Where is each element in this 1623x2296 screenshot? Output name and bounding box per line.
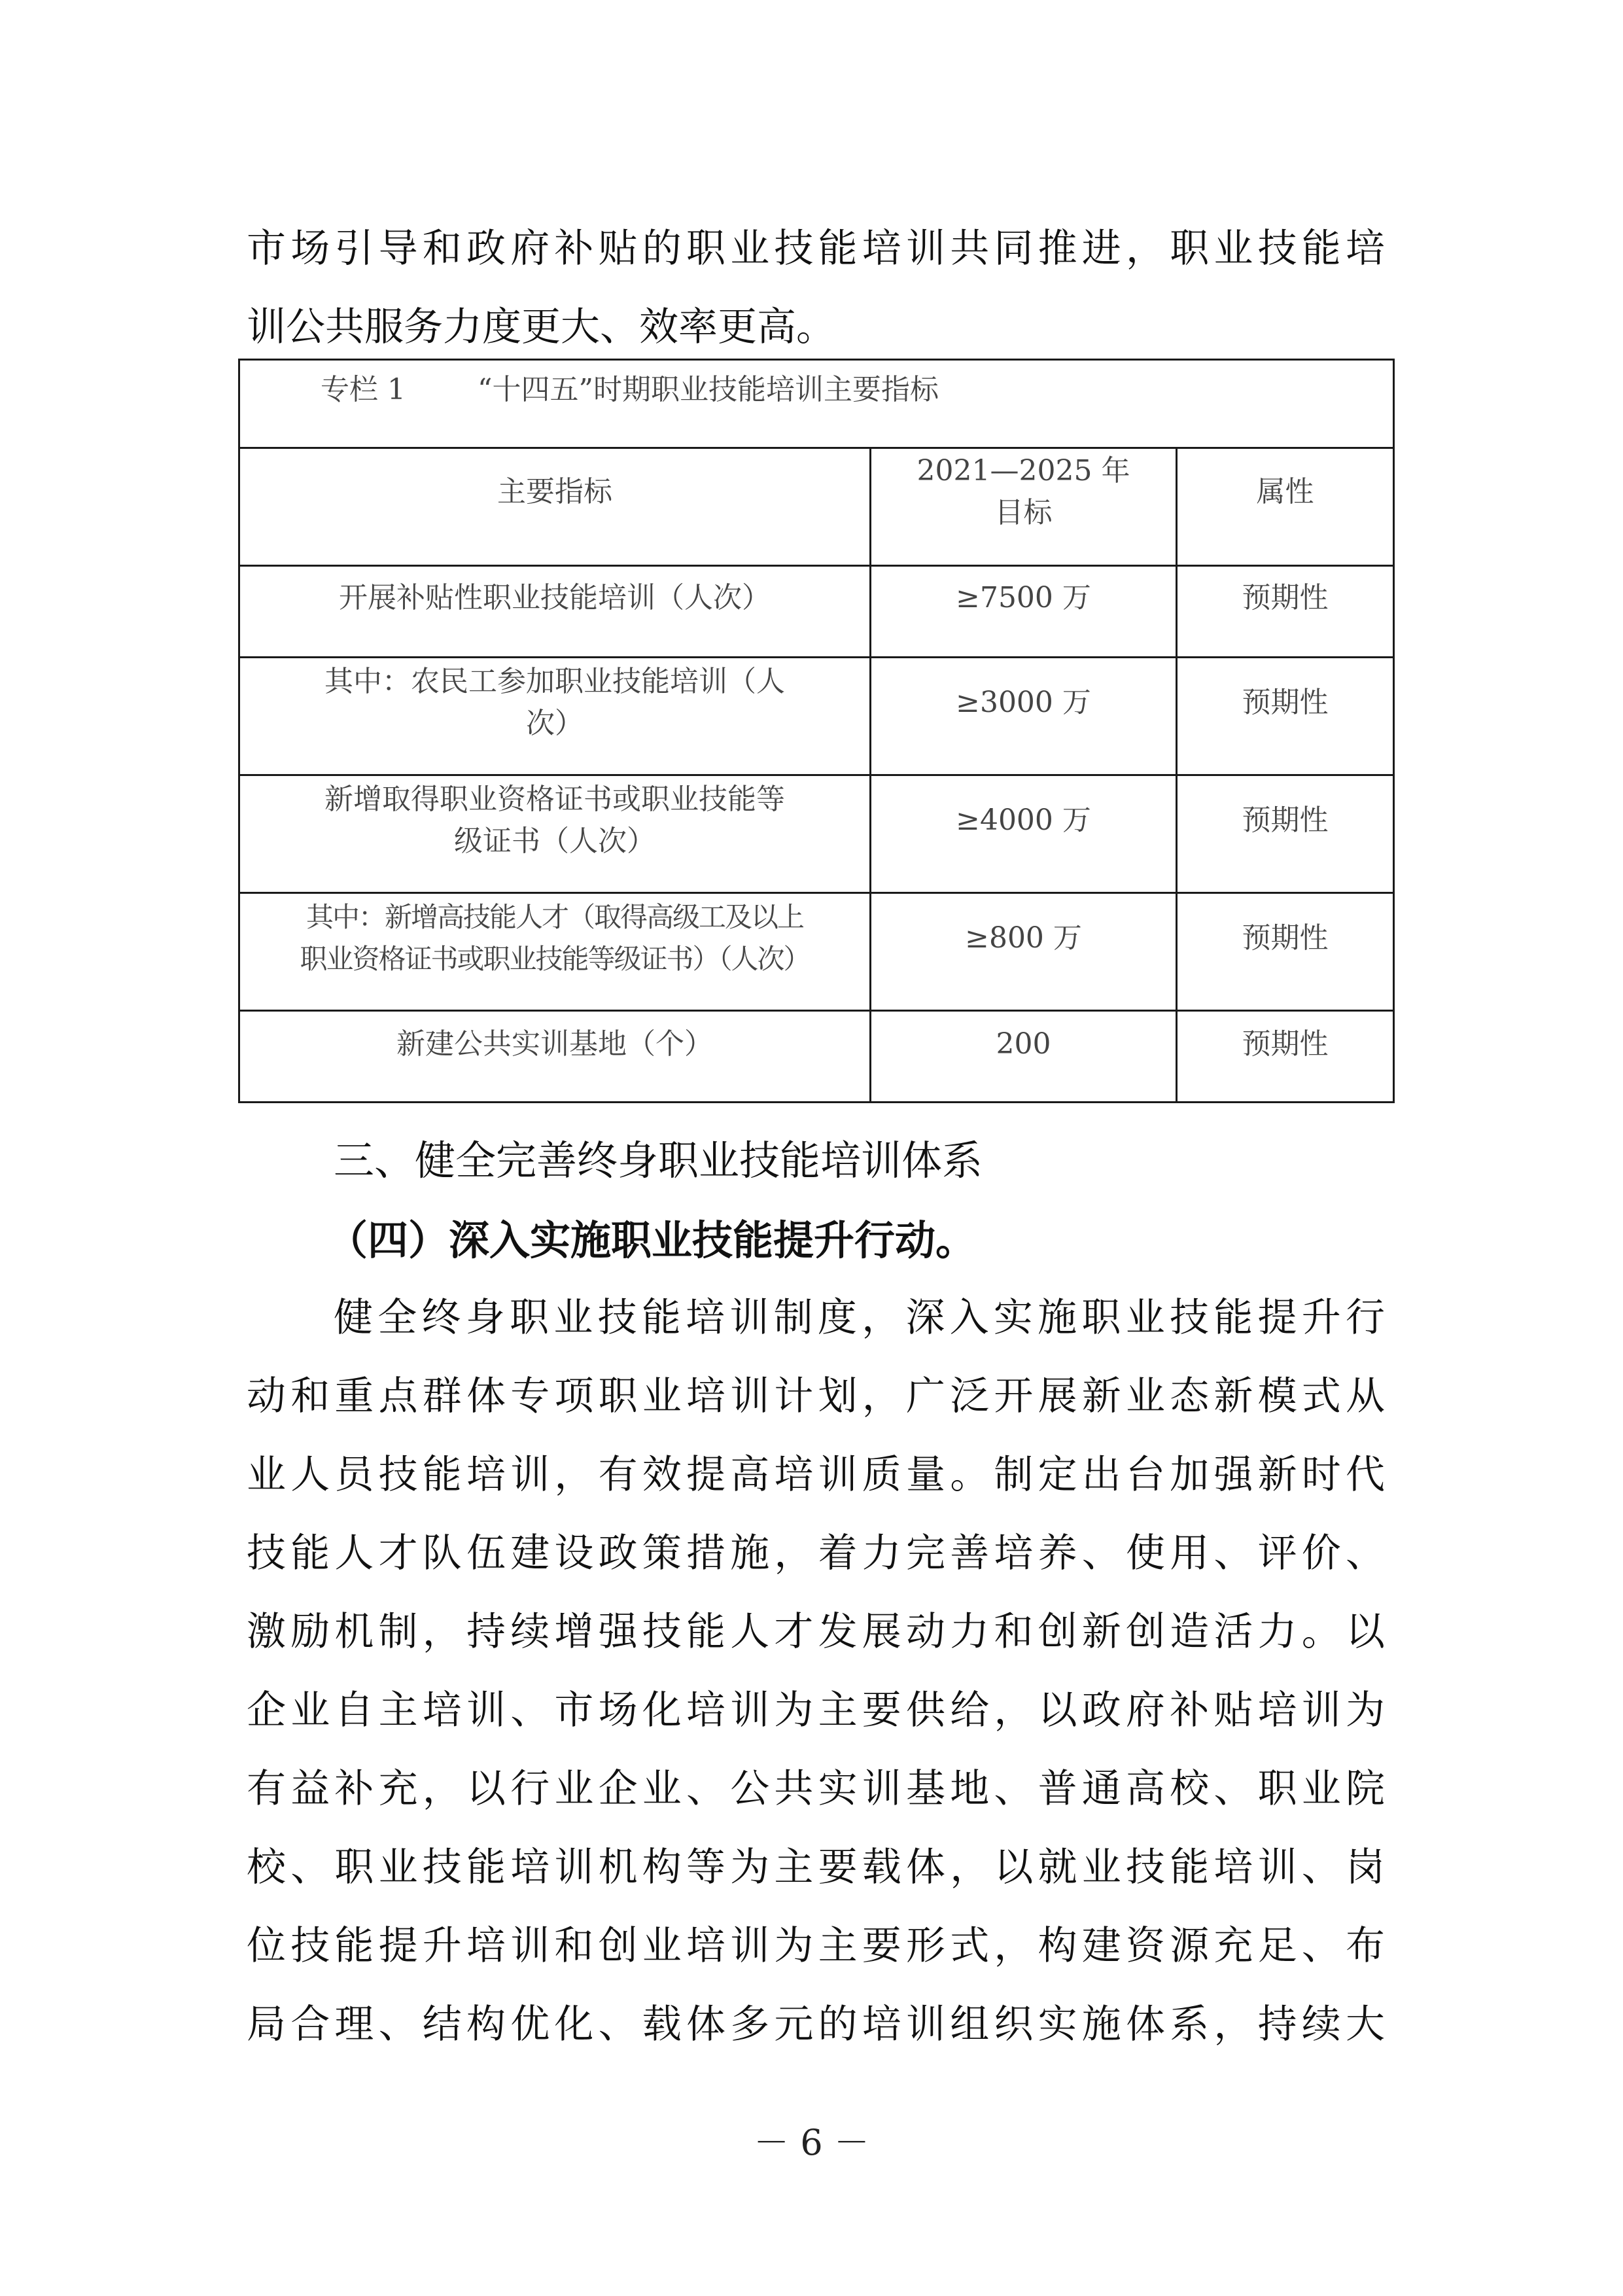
body-line-3: 业人员技能培训，有效提高培训质量。制定出台加强新时代 xyxy=(247,1452,1385,1498)
row-4-attribute: 预期性 xyxy=(1242,921,1329,955)
row-5-target: 200 xyxy=(996,1027,1051,1061)
header-target: 2021—2025 年 目标 xyxy=(916,454,1130,529)
intro-line-1: 市场引导和政府补贴的职业技能培训共同推进，职业技能培 xyxy=(247,226,1385,272)
row-1-attribute: 预期性 xyxy=(1242,581,1329,614)
body-line-1: 健全终身职业技能培训制度，深入实施职业技能提升行 xyxy=(334,1295,1385,1341)
body-line-8: 校、职业技能培训机构等为主要载体，以就业技能培训、岗 xyxy=(247,1845,1385,1890)
body-line-4: 技能人才队伍建设政策措施，着力完善培养、使用、评价、 xyxy=(247,1530,1385,1576)
header-indicator: 主要指标 xyxy=(497,475,612,508)
table-caption-label: 专栏 1 xyxy=(321,373,406,406)
row-1-indicator: 开展补贴性职业技能培训（人次） xyxy=(339,581,771,614)
row-5-attribute: 预期性 xyxy=(1242,1027,1329,1061)
body-line-6: 企业自主培训、市场化培训为主要供给，以政府补贴培训为 xyxy=(247,1687,1385,1733)
subsection-heading: （四）深入实施职业技能提升行动。 xyxy=(327,1216,977,1264)
table-caption xyxy=(321,370,939,410)
row-4-indicator: 其中：新增高技能人才（取得高级工及以上 职业资格证书或职业技能等级证书）（人次） xyxy=(300,901,810,975)
section-heading: 三、健全完善终身职业技能培训体系 xyxy=(334,1137,983,1184)
page-number: － 6 － xyxy=(754,2122,869,2163)
row-3-attribute: 预期性 xyxy=(1242,804,1329,837)
intro-line-2: 训公共服务力度更大、效率更高。 xyxy=(247,304,835,350)
row-1-target: ≥7500 万 xyxy=(956,581,1091,614)
header-attribute: 属性 xyxy=(1256,475,1314,508)
table-column-rule xyxy=(869,447,871,1103)
row-2-target: ≥3000 万 xyxy=(956,686,1091,719)
row-4-target: ≥800 万 xyxy=(965,921,1082,955)
row-5-indicator: 新建公共实训基地（个） xyxy=(396,1027,713,1061)
body-line-9: 位技能提升培训和创业培训为主要形式，构建资源充足、布 xyxy=(247,1923,1385,1969)
body-line-7: 有益补充，以行业企业、公共实训基地、普通高校、职业院 xyxy=(247,1766,1385,1812)
row-2-attribute: 预期性 xyxy=(1242,686,1329,719)
row-3-target: ≥4000 万 xyxy=(956,804,1091,837)
body-line-10: 局合理、结构优化、载体多元的培训组织实施体系，持续大 xyxy=(247,2002,1385,2047)
body-line-2: 动和重点群体专项职业培训计划，广泛开展新业态新模式从 xyxy=(247,1373,1385,1419)
row-2-indicator: 其中：农民工参加职业技能培训（人 次） xyxy=(324,665,785,740)
body-line-5: 激励机制，持续增强技能人才发展动力和创新创造活力。以 xyxy=(247,1609,1385,1655)
table-caption-title: “十四五”时期职业技能培训主要指标 xyxy=(477,373,939,406)
table-column-rule xyxy=(1176,447,1178,1103)
row-3-indicator: 新增取得职业资格证书或职业技能等 级证书（人次） xyxy=(324,783,785,858)
